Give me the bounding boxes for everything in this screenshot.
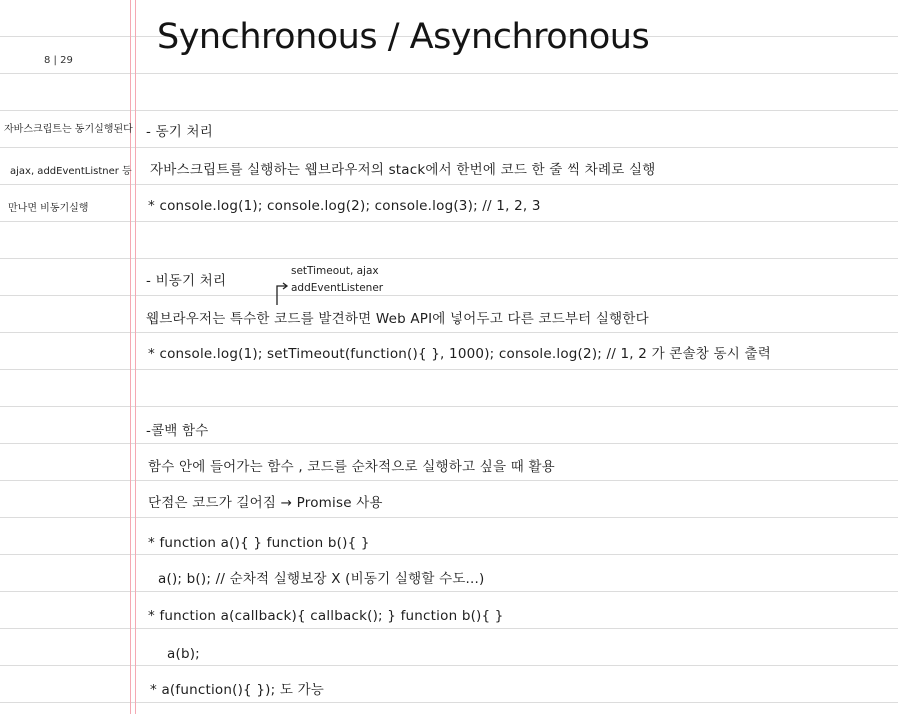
sync-heading: - 동기 처리 <box>146 124 214 140</box>
callback-description: 함수 안에 들어가는 함수 , 코드를 순차적으로 실행하고 싶을 때 활용 <box>148 459 555 475</box>
callback-heading: -콜백 함수 <box>146 423 209 439</box>
page-date: 8 | 29 <box>44 55 73 66</box>
sidebar-note: 만나면 비동기실행 <box>8 203 89 214</box>
callback-example: a(b); <box>167 646 200 662</box>
callback-example: * a(function(){ }); 도 가능 <box>150 682 325 698</box>
callback-example: * function a(callback){ callback(); } function b(){ } <box>148 608 504 624</box>
page-title: Synchronous / Asynchronous <box>157 17 650 57</box>
margin-line-left <box>130 0 131 714</box>
async-note: setTimeout, ajax <box>291 265 379 277</box>
async-heading: - 비동기 처리 <box>146 273 227 289</box>
callback-example: a(); b(); // 순차적 실행보장 X (비동기 실행할 수도...) <box>158 571 485 587</box>
callback-drawback: 단점은 코드가 길어짐 → Promise 사용 <box>148 495 383 511</box>
async-note: addEventListener <box>291 282 384 294</box>
callback-example: * function a(){ } function b(){ } <box>148 535 370 551</box>
sync-example: * console.log(1); console.log(2); console.log(3); // 1, 2, 3 <box>148 198 541 214</box>
async-example: * console.log(1); setTimeout(function(){ }, 1000); console.log(2); // 1, 2 가 콘솔창 동시 출력 <box>148 346 771 362</box>
async-description: 웹브라우저는 특수한 코드를 발견하면 Web API에 넣어두고 다른 코드부터 실행한다 <box>146 311 649 327</box>
bent-arrow-icon <box>275 280 285 304</box>
sync-description: 자바스크립트를 실행하는 웹브라우저의 stack에서 한번에 코드 한 줄 씩 차례로 실행 <box>150 162 656 178</box>
sidebar-note: ajax, addEventListner 등 <box>10 166 132 177</box>
sidebar-note: 자바스크립트는 동기실행된다 <box>4 124 133 135</box>
margin-line-right <box>135 0 136 714</box>
